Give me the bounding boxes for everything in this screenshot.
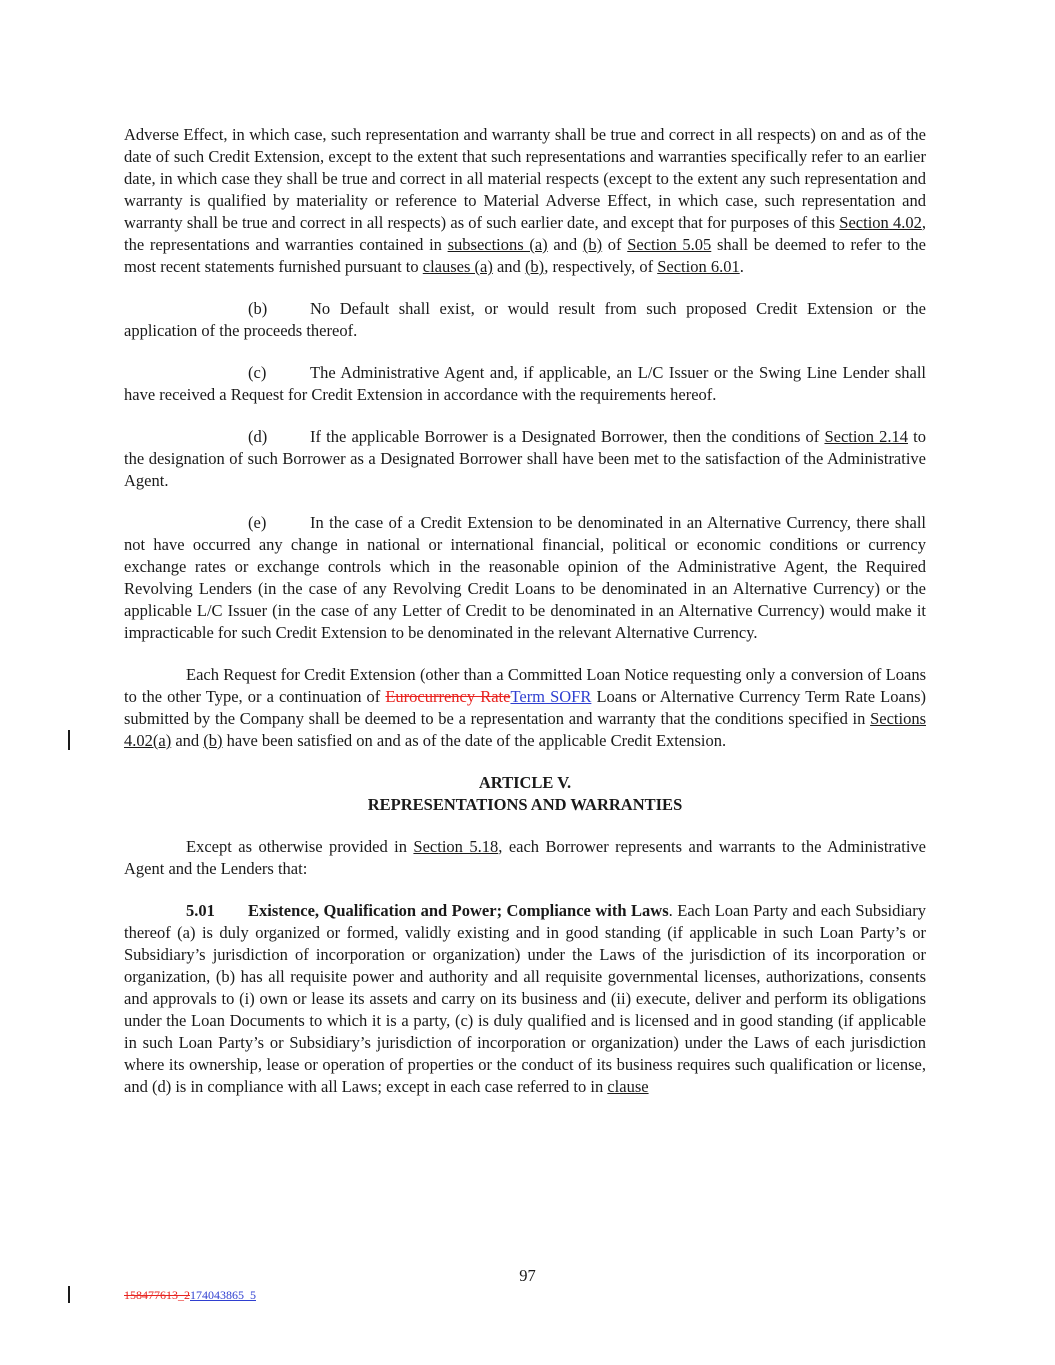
cross-ref-subsection-b: (b) [582,235,603,254]
cross-ref-subsection-a: subsections (a) [447,235,548,254]
inserted-text: Term SOFR [510,687,592,706]
change-bar [68,730,70,750]
cross-ref-b: (b) [203,731,223,750]
paragraph-continuation: Adverse Effect, in which case, such representation and warranty shall be true and correct in all respects) on and as of the date of such Credit Extension, except to the extent that such representations and warranties specifically refer to an earlier date, in which case they shall be true and correct in all material respects (except to the extent any such representation and warranty is qualified by materiality or reference to Material Adverse Effect, in which case, such representation and warranty shall be true and correct in all respects) as of such earlier date, and except that for purposes of this Section 4.02, the representations and warranties contained in subsections (a) and (b) of Section 5.05 shall be deemed to refer to the most recent statements furnished pursuant to clauses (a) and (b), respectively, of Section 6.01. [124,125,927,276]
cross-ref-section-4-02: Section 4.02 [839,213,922,232]
cross-ref-section-5-05: Section 5.05 [627,235,712,254]
section-number: 5.01 [186,901,215,920]
cross-ref-clause-b: (b) [524,257,545,276]
section-title: Existence, Qualification and Power; Compliance with Laws [248,901,669,920]
page-number: 97 [519,1266,536,1285]
clause-b-label: (b) [248,299,268,318]
clause-c-label: (c) [248,363,267,382]
document-page [124,124,926,1098]
cross-ref-sections-4-02a: Sections 4.02(a) [124,709,926,750]
section-5-01: 5.01 Existence, Qualification and Power; Compliance with Laws. Each Loan Party and each Subsidiary thereof (a) is duly organized or formed, validly existing and in good standing (if applicable in such Loan Party’s or Subsidiary’s jurisdiction of incorporation or organization) under the Laws of the jurisdiction of its incorporation or organization, (b) has all requisite power and authority and all requisite governmental licenses, authorizations, consents and approvals to (i) own or lease its assets and carry on its business and (ii) execute, deliver and perform its obligations under the Loan Documents to which it is a party, (c) is duly qualified and is licensed and in good standing (if applicable in such Loan Party’s or Subsidiary’s jurisdiction of incorporation or organization) under the Laws of each jurisdiction where its ownership, lease or operation of properties or the conduct of its business requires such qualification or license, and (d) is in compliance with all Laws; except in each case referred to in clause [124,901,926,1096]
docid-inserted: 174043865_5 [190,1288,256,1302]
cross-ref-clause: clause [607,1077,649,1096]
article-intro: Except as otherwise provided in Section 5.18, each Borrower represents and warrants to the Administrative Agent and the Lenders that: [124,837,926,878]
cross-ref-section-6-01: Section 6.01 [657,257,740,276]
clause-c: (c) The Administrative Agent and, if applicable, an L/C Issuer or the Swing Line Lender shall have received a Request for Credit Extension in accordance with the requirements hereof. [124,363,926,404]
cross-ref-clause-a: clauses (a) [422,257,493,276]
clause-e: (e) In the case of a Credit Extension to be denominated in an Alternative Currency, there shall not have occurred any change in national or international financial, political or economic conditions or currency exchange rates or exchange controls which in the reasonable opinion of the Administrative Agent, the Required Revolving Lenders (in the case of any Revolving Credit Loans to be denominated in an Alternative Currency) or the applicable L/C Issuer (in the case of any Letter of Credit to be denominated in an Alternative Currency) would make it impracticable for such Credit Extension to be denominated in the relevant Alternative Currency. [124,513,926,642]
clause-b: (b) No Default shall exist, or would result from such proposed Credit Extension or the application of the proceeds thereof. [124,299,926,340]
document-id [124,1288,256,1303]
cross-ref-section-5-18: Section 5.18 [413,837,499,856]
clause-e-label: (e) [248,513,267,532]
docid-deleted: 158477613_2 [124,1288,190,1302]
article-number: ARTICLE V. [478,773,572,792]
cross-ref-section-2-14: Section 2.14 [824,427,908,446]
clause-d: (d) If the applicable Borrower is a Designated Borrower, then the conditions of Section 2.14 to the designation of such Borrower as a Designated Borrower shall have been met to the satisfaction of the Administrative Agent. [124,427,926,490]
change-bar-footer [68,1286,70,1303]
each-request-paragraph: Each Request for Credit Extension (other than a Committed Loan Notice requesting only a conversion of Loans to the other Type, or a continuation of Eurocurrency RateTerm SOFR Loans or Alternative Currency Term Rate Loans) submitted by the Company shall be deemed to be a representation and warranty that the conditions specified in Sections 4.02(a) and (b) have been satisfied on and as of the date of the applicable Credit Extension. [124,665,926,750]
deleted-text: Eurocurrency Rate [385,687,511,706]
article-title: REPRESENTATIONS AND WARRANTIES [367,795,683,814]
clause-d-label: (d) [248,427,268,446]
